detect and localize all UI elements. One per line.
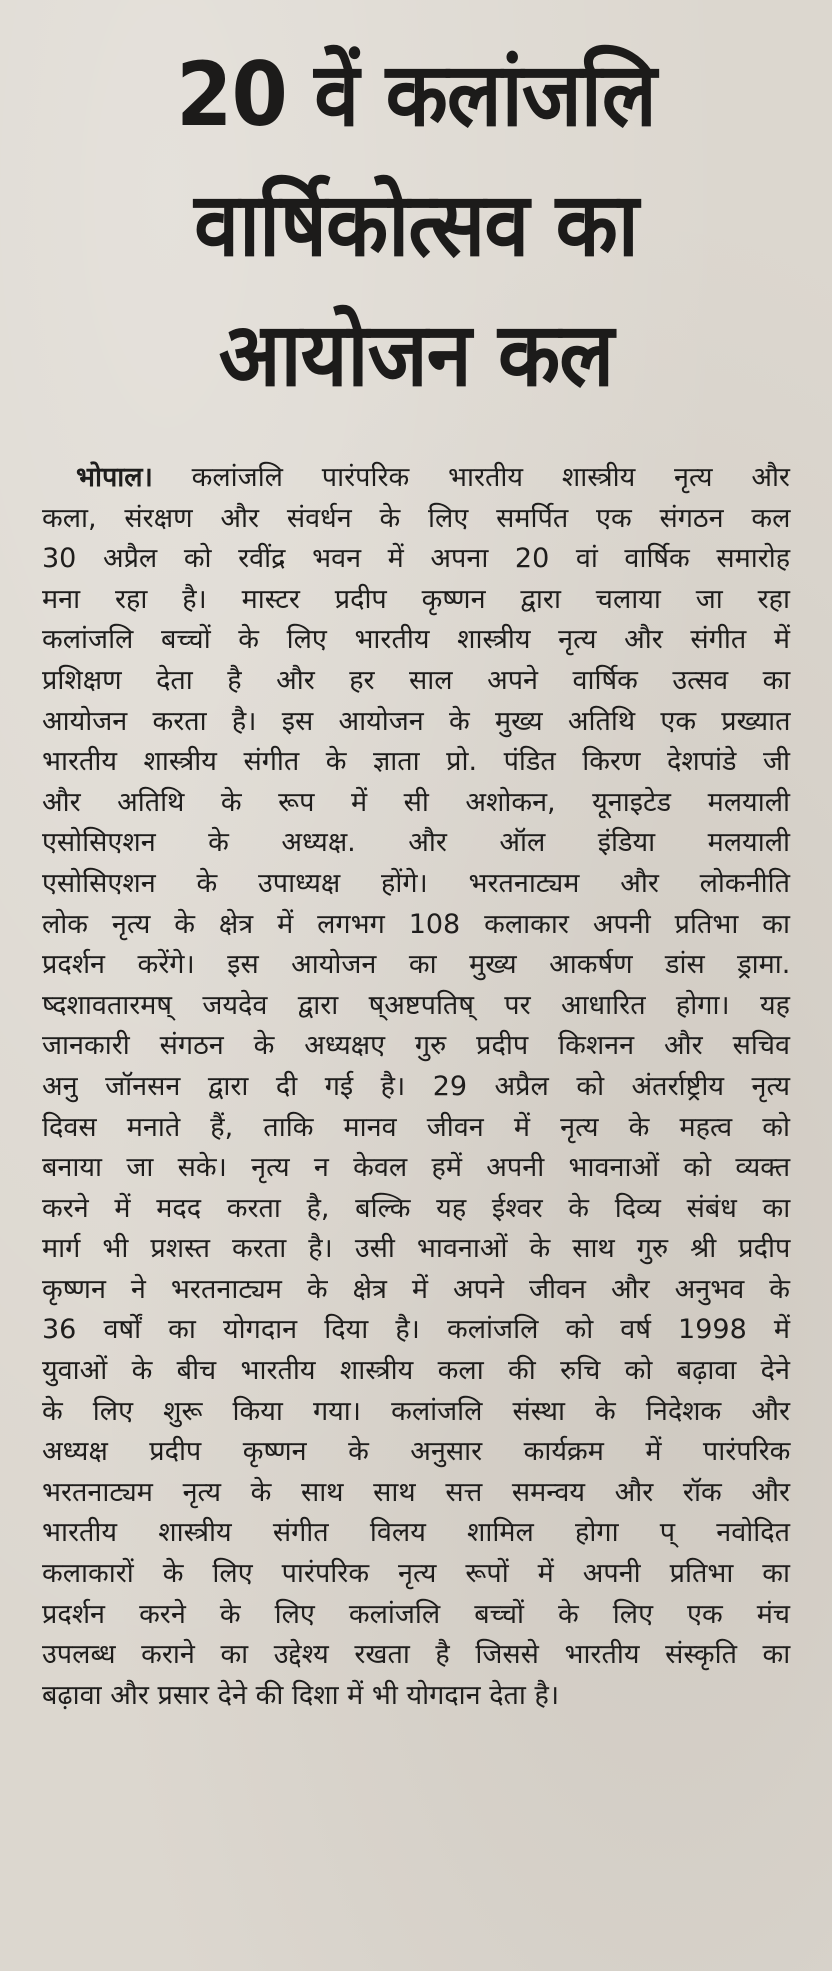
body-line: भारतीय शास्त्रीय संगीत के ज्ञाता प्रो. पंडित किरण देशपांडे जी xyxy=(42,746,790,778)
body-line: बनाया जा सके। नृत्य न केवल हमें अपनी भावनाओं को व्यक्त xyxy=(42,1152,791,1184)
body-line xyxy=(42,458,790,499)
body-line: अध्यक्ष प्रदीप कृष्णन के अनुसार कार्यक्रम में पारंपरिक xyxy=(42,1436,791,1468)
dateline: भोपाल। xyxy=(76,462,153,493)
body-line: ष्दशावतारमष् जयदेव द्वारा ष्अष्टपतिष् पर आधारित होगा। यह xyxy=(42,989,790,1021)
body-line: कृष्णन ने भरतनाट्यम के क्षेत्र में अपने जीवन और अनुभव के xyxy=(42,1273,790,1305)
body-line: प्रदर्शन करेंगे। इस आयोजन का मुख्य आकर्षण डांस ड्रामा. xyxy=(42,949,791,981)
headline-line: 20 वें कलांजलि xyxy=(176,43,656,146)
body-line: एसोसिएशन के अध्यक्ष. और ऑल इंडिया मलयाली xyxy=(42,827,790,859)
body-line: मार्ग भी प्रशस्त करता है। उसी भावनाओं के साथ गुरु श्री प्रदीप xyxy=(42,1233,791,1265)
body-line: 36 वर्षों का योगदान दिया है। कलांजलि को वर्ष 1998 में xyxy=(42,1314,790,1346)
body-line: उपलब्ध कराने का उद्देश्य रखता है जिससे भारतीय संस्कृति का xyxy=(42,1639,791,1671)
body-line: दिवस मनाते हैं, ताकि मानव जीवन में नृत्य के महत्व को xyxy=(42,1111,790,1143)
body-line-text: कलांजलि पारंपरिक भारतीय शास्त्रीय नृत्य और xyxy=(191,462,790,493)
body-line: कलांजलि बच्चों के लिए भारतीय शास्त्रीय नृत्य और संगीत में xyxy=(42,624,790,656)
body-line: प्रदर्शन करने के लिए कलांजलि बच्चों के लिए एक मंच xyxy=(42,1598,791,1630)
headline xyxy=(33,30,798,420)
body-line: कला, संरक्षण और संवर्धन के लिए समर्पित एक संगठन कल xyxy=(42,502,791,534)
body-line: और अतिथि के रूप में सी अशोकन, यूनाइटेड मलयाली xyxy=(42,786,790,818)
body-line: जानकारी संगठन के अध्यक्षए गुरु प्रदीप किशनन और सचिव xyxy=(42,1030,790,1062)
headline-line: आयोजन कल xyxy=(218,303,614,406)
body-line: मना रहा है। मास्टर प्रदीप कृष्णन द्वारा चलाया जा रहा xyxy=(42,583,790,615)
body-line: प्रशिक्षण देता है और हर साल अपने वार्षिक उत्सव का xyxy=(42,664,791,696)
body-line: आयोजन करता है। इस आयोजन के मुख्य अतिथि एक प्रख्यात xyxy=(42,705,791,737)
body-line: भारतीय शास्त्रीय संगीत विलय शामिल होगा प् नवोदित xyxy=(42,1517,790,1549)
body-line: 30 अप्रैल को रवींद्र भवन में अपना 20 वां वार्षिक समारोह xyxy=(42,543,791,575)
body-line: कलाकारों के लिए पारंपरिक नृत्य रूपों में अपनी प्रतिभा का xyxy=(42,1558,790,1590)
article-body xyxy=(42,458,790,1716)
body-line: बढ़ावा और प्रसार देने की दिशा में भी योगदान देता है। xyxy=(42,1679,560,1711)
body-line: भरतनाट्यम नृत्य के साथ साथ सत्त समन्वय और रॉक और xyxy=(42,1476,790,1508)
body-line: लोक नृत्य के क्षेत्र में लगभग 108 कलाकार अपनी प्रतिभा का xyxy=(42,908,790,940)
headline-line: वार्षिकोत्सव का xyxy=(194,173,638,276)
body-line: करने में मदद करता है, बल्कि यह ईश्वर के दिव्य संबंध का xyxy=(42,1192,791,1224)
body-line: एसोसिएशन के उपाध्यक्ष होंगे। भरतनाट्यम और लोकनीति xyxy=(42,867,791,899)
body-line: युवाओं के बीच भारतीय शास्त्रीय कला की रुचि को बढ़ावा देने xyxy=(42,1355,790,1387)
body-line: अनु जॉनसन द्वारा दी गई है। 29 अप्रैल को अंतर्राष्ट्रीय नृत्य xyxy=(42,1070,790,1102)
body-line: के लिए शुरू किया गया। कलांजलि संस्था के निदेशक और xyxy=(42,1395,790,1427)
